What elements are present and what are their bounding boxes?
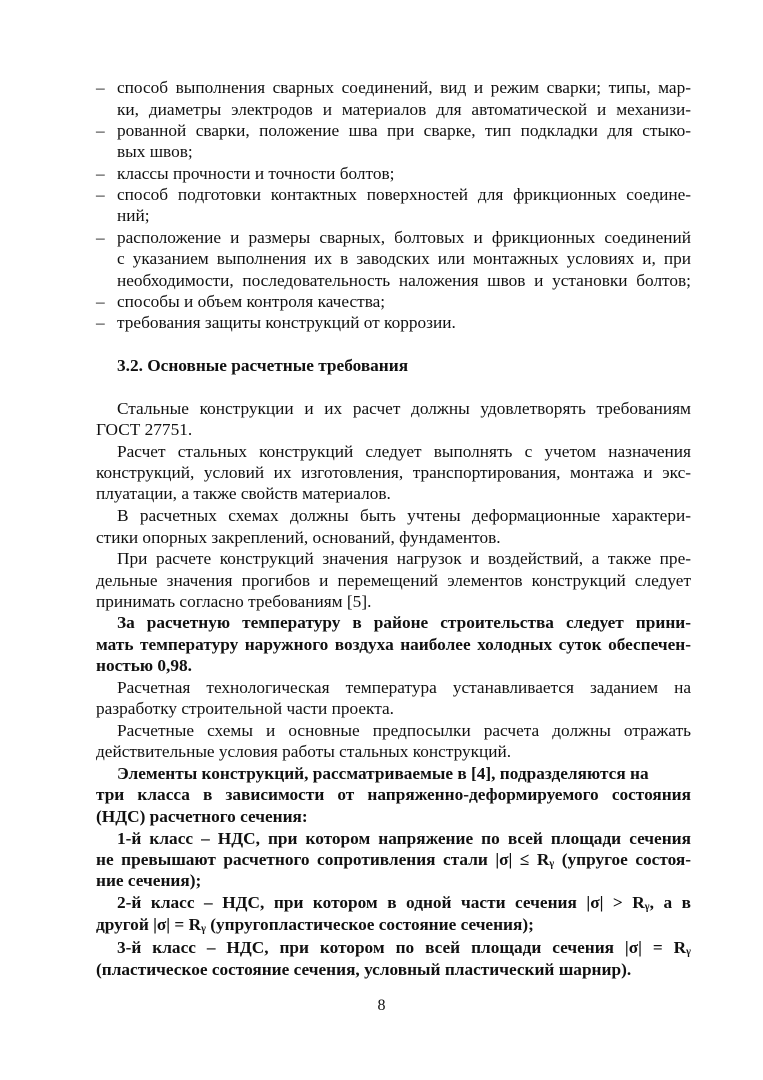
dash: – bbox=[96, 78, 105, 97]
list-item: рованной сварки, положение шва при сварке, тип подкладки для стыко- bbox=[117, 121, 691, 140]
text-line: (НДС) расчетного сечения: bbox=[96, 807, 308, 826]
list-item-cont: с указанием выполнения их в заводских или монтажных условиях и, при bbox=[117, 249, 691, 268]
text-line: ГОСТ 27751. bbox=[96, 420, 193, 439]
section-heading: 3.2. Основные расчетные требования bbox=[117, 356, 409, 375]
text-line: принимать согласно требованиям [5]. bbox=[96, 592, 372, 611]
page-number: 8 bbox=[377, 997, 386, 1014]
text-line: В расчетных схемах должны быть учтены деформационные характери- bbox=[117, 506, 691, 525]
text-line: Расчет стальных конструкций следует выполнять с учетом назначения bbox=[117, 442, 691, 461]
text-line: 2-й класс – НДС, при котором в одной части сечения |σ| > Rᵧ, а в bbox=[117, 893, 691, 912]
list-item-cont: необходимости, последовательность наложения швов и установки болтов; bbox=[117, 271, 691, 290]
list-item: способ выполнения сварных соединений, вид и режим сварки; типы, мар- bbox=[117, 78, 691, 97]
list-item-cont: ний; bbox=[117, 206, 150, 225]
dash: – bbox=[96, 121, 105, 140]
dash: – bbox=[96, 185, 105, 204]
text-line: За расчетную температуру в районе строительства следует прини- bbox=[117, 613, 691, 632]
text-line: Расчетные схемы и основные предпосылки расчета должны отражать bbox=[117, 721, 691, 740]
list-item-cont: ки, диаметры электродов и материалов для автоматической и механизи- bbox=[117, 100, 691, 119]
text-line: 3-й класс – НДС, при котором по всей площади сечения |σ| = Rᵧ bbox=[117, 938, 691, 957]
dash: – bbox=[96, 228, 105, 247]
text-line: разработку строительной части проекта. bbox=[96, 699, 394, 718]
text-line: ностью 0,98. bbox=[96, 656, 192, 675]
list-item: способы и объем контроля качества; bbox=[117, 292, 386, 311]
text-line: плуатации, а также свойств материалов. bbox=[96, 484, 391, 503]
text-line: ние сечения); bbox=[96, 871, 202, 890]
dash: – bbox=[96, 164, 105, 183]
text-line: не превышают расчетного сопротивления стали |σ| ≤ Rᵧ (упругое состоя- bbox=[96, 850, 691, 869]
text-line: Расчетная технологическая температура устанавливается заданием на bbox=[117, 678, 691, 697]
text-line: стики опорных закреплений, оснований, фундаментов. bbox=[96, 528, 501, 547]
list-item: способ подготовки контактных поверхностей для фрикционных соедине- bbox=[117, 185, 691, 204]
list-item-cont: вых швов; bbox=[117, 142, 193, 161]
list-item: требования защиты конструкций от коррозии. bbox=[117, 313, 456, 332]
text-line: При расчете конструкций значения нагрузок и воздействий, а также пре- bbox=[117, 549, 691, 568]
text-line: три класса в зависимости от напряженно-деформируемого состояния bbox=[96, 785, 691, 804]
dash: – bbox=[96, 313, 105, 332]
text-line: действительные условия работы стальных конструкций. bbox=[96, 742, 512, 761]
text-line: другой |σ| = Rᵧ (упругопластическое состояние сечения); bbox=[96, 915, 534, 934]
text-line: 1-й класс – НДС, при котором напряжение по всей площади сечения bbox=[117, 829, 691, 848]
text-line: (пластическое состояние сечения, условный пластический шарнир). bbox=[96, 960, 632, 979]
text-line: мать температуру наружного воздуха наиболее холодных суток обеспечен- bbox=[96, 635, 691, 654]
text-line: дельные значения прогибов и перемещений элементов конструкций следует bbox=[96, 571, 691, 590]
text-line: Стальные конструкции и их расчет должны удовлетворять требованиям bbox=[117, 399, 691, 418]
list-item: расположение и размеры сварных, болтовых и фрикционных соединений bbox=[117, 228, 691, 247]
list-item: классы прочности и точности болтов; bbox=[117, 164, 395, 183]
text-line: конструкций, условий их изготовления, транспортирования, монтажа и экс- bbox=[96, 463, 691, 482]
text-line: Элементы конструкций, рассматриваемые в [4], подразделяются на bbox=[117, 764, 649, 783]
dash: – bbox=[96, 292, 105, 311]
